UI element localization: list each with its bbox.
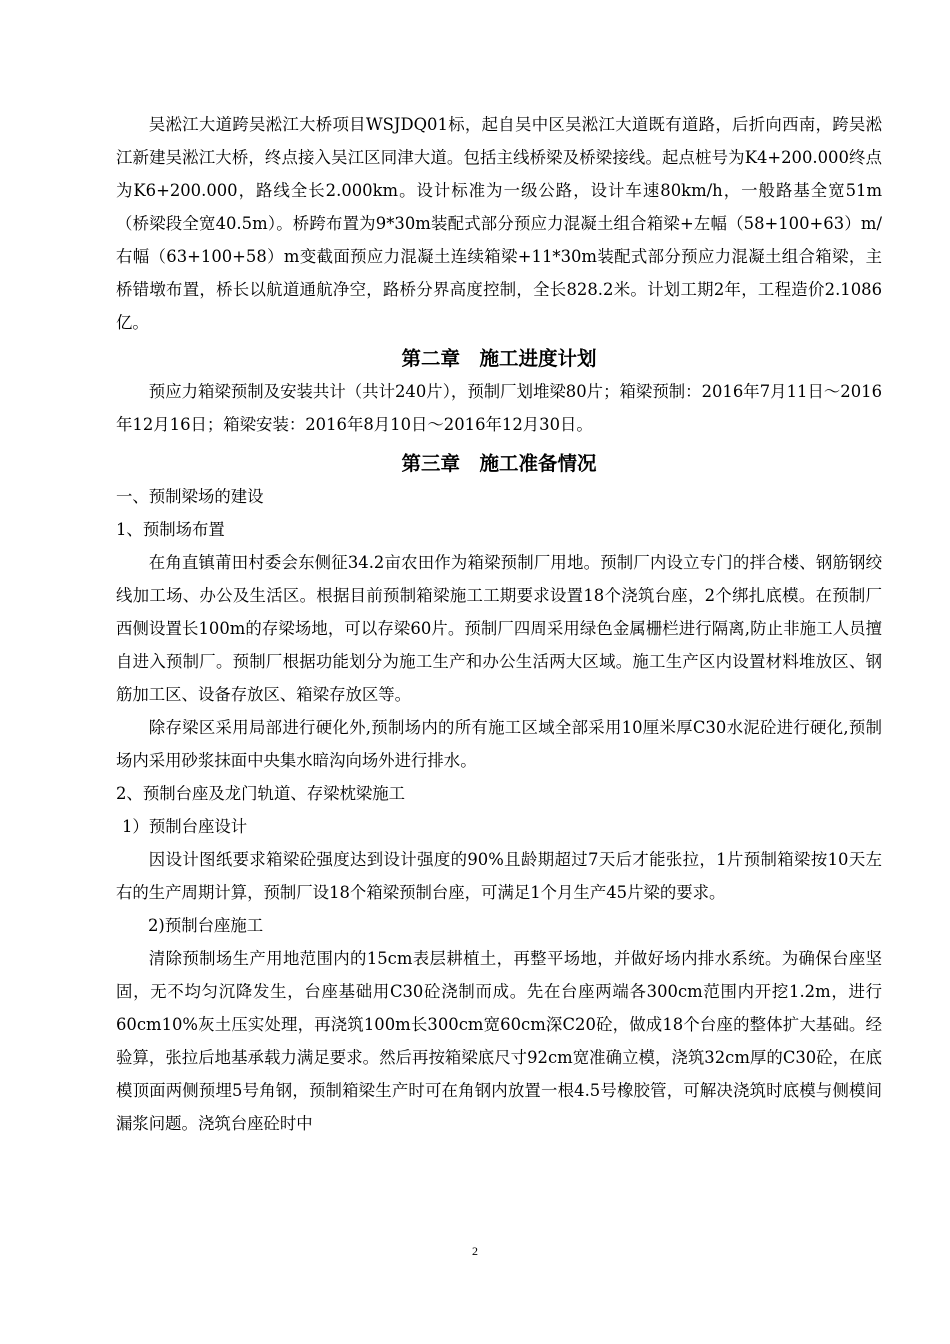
- chapter2-title: 第二章 施工进度计划: [401, 347, 597, 370]
- page-number: 2: [472, 1244, 478, 1258]
- chapter2-paragraph: 预应力箱梁预制及安装共计（共计240片），预制厂划堆梁80片；箱梁预制：2016年7月11日～2016年12月16日；箱梁安装：2016年8月10日～2016年12月30日。: [116, 382, 882, 434]
- chapter2-block: [116, 342, 882, 441]
- section1-heading: 一、预制梁场的建设: [116, 487, 264, 506]
- chapter3-block: [116, 447, 882, 1140]
- intro-block: [116, 108, 882, 339]
- item2-paragraph: 清除预制场生产用地范围内的15cm表层耕植土，再整平场地，并做好场内排水系统。为确保台座坚固，无不均匀沉降发生，台座基础用C30砼浇制而成。先在台座两端各300cm范围内开挖1.2m，进行60cm10%灰土压实处理，再浇筑100m长300cm宽60cm深C20砼，做成18个台座的整体扩大基础。经验算，张拉后地基承载力满足要求。然后再按箱梁底尺寸92cm宽准确立模，浇筑32cm厚的C30砼，在底模顶面两侧预埋5号角钢，预制箱梁生产时可在角钢内放置一根4.5号橡胶管，可解决浇筑时底模与侧模间漏浆问题。浇筑台座砼时中: [116, 949, 882, 1133]
- item1-heading: 1）预制台座设计: [122, 817, 248, 836]
- sub1-paragraph-2: 除存梁区采用局部进行硬化外,预制场内的所有施工区域全部采用10厘米厚C30水泥砼进行硬化,预制场内采用砂浆抹面中央集水暗沟向场外进行排水。: [116, 718, 882, 770]
- sub1-heading: 1、预制场布置: [116, 520, 225, 539]
- item2-heading: 2)预制台座施工: [148, 916, 264, 935]
- sub1-paragraph-1: 在角直镇莆田村委会东侧征34.2亩农田作为箱梁预制厂用地。预制厂内设立专门的拌合楼、钢筋钢绞线加工场、办公及生活区。根据目前预制箱梁施工工期要求设置18个浇筑台座，2个绑扎底模。在预制厂西侧设置长100m的存梁场地，可以存梁60片。预制厂四周采用绿色金属栅栏进行隔离,防止非施工人员擅自进入预制厂。预制厂根据功能划分为施工生产和办公生活两大区域。施工生产区内设置材料堆放区、钢筋加工区、设备存放区、箱梁存放区等。: [116, 553, 882, 704]
- item1-paragraph: 因设计图纸要求箱梁砼强度达到设计强度的90%且龄期超过7天后才能张拉，1片预制箱梁按10天左右的生产周期计算，预制厂设18个箱梁预制台座，可满足1个月生产45片梁的要求。: [116, 850, 882, 902]
- sub2-heading: 2、预制台座及龙门轨道、存梁枕梁施工: [116, 784, 406, 803]
- intro-paragraph: 吴淞江大道跨吴淞江大桥项目WSJDQ01标，起自吴中区吴淞江大道既有道路，后折向西南，跨吴淞江新建吴淞江大桥，终点接入吴江区同津大道。包括主线桥梁及桥梁接线。起点桩号为K4+200.000终点为K6+200.000，路线全长2.000km。设计标准为一级公路，设计车速80km/h，一般路基全宽51m（桥梁段全宽40.5m）。桥跨布置为9*30m装配式部分预应力混凝土组合箱梁+左幅（58+100+63）m/右幅（63+100+58）m变截面预应力混凝土连续箱梁+11*30m装配式部分预应力混凝土组合箱梁，主桥错墩布置，桥长以航道通航净空，路桥分界高度控制，全长828.2米。计划工期2年，工程造价2.1086亿。: [116, 115, 882, 332]
- chapter3-title: 第三章 施工准备情况: [401, 452, 597, 475]
